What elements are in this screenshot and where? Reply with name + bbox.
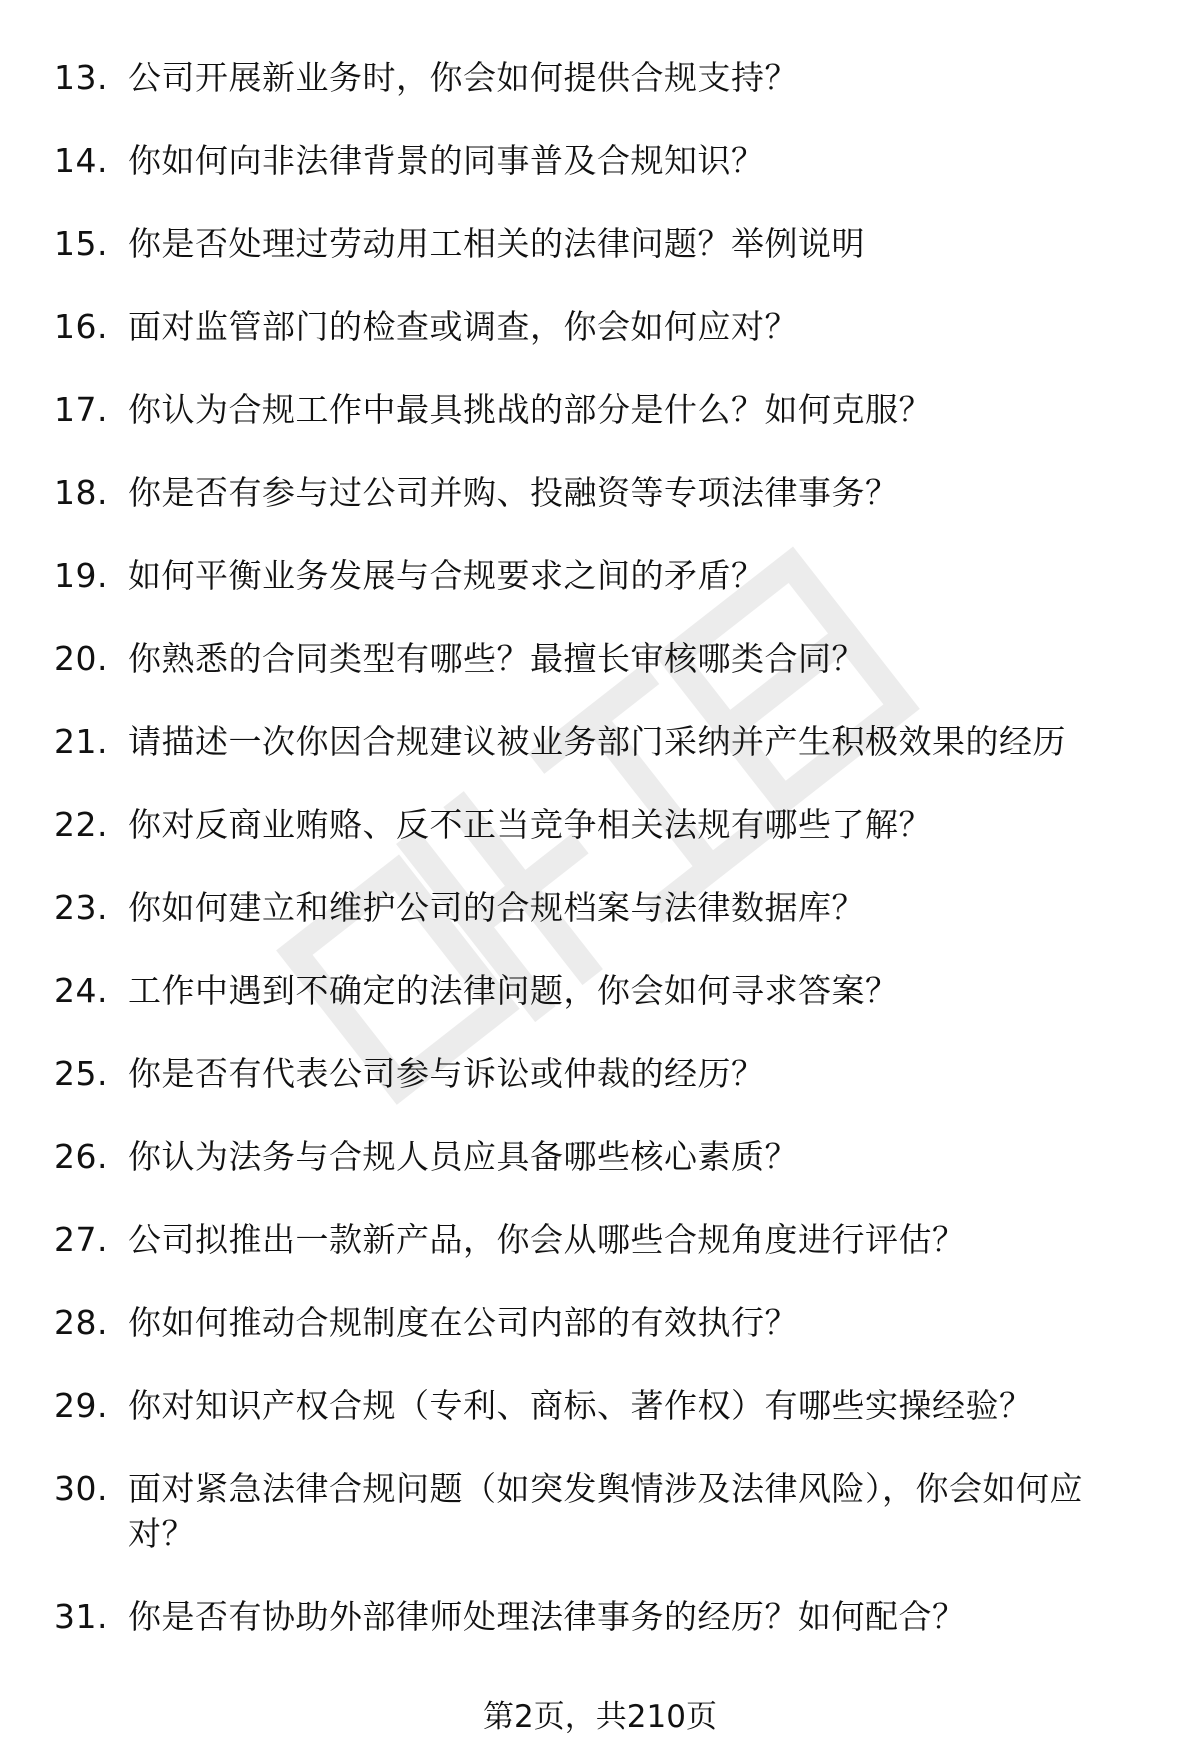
question-number: 16. [54, 307, 108, 346]
question-item [0, 1383, 1200, 1428]
question-text: 你熟悉的合同类型有哪些？最擅长审核哪类合同？ [128, 639, 865, 678]
question-text: 你认为合规工作中最具挑战的部分是什么？如何克服？ [128, 390, 932, 429]
question-text: 你认为法务与合规人员应具备哪些核心素质？ [128, 1137, 798, 1176]
page-footer [0, 1697, 1200, 1737]
question-number: 21. [54, 722, 108, 761]
question-text: 你如何建立和维护公司的合规档案与法律数据库？ [128, 888, 865, 927]
question-item [0, 1466, 1200, 1556]
question-number: 24. [54, 971, 108, 1010]
question-item [0, 885, 1200, 930]
question-number: 15. [54, 224, 108, 263]
question-item [0, 553, 1200, 598]
question-text: 你是否处理过劳动用工相关的法律问题？举例说明 [128, 224, 865, 263]
question-number: 14. [54, 141, 108, 180]
question-item [0, 802, 1200, 847]
question-item [0, 304, 1200, 349]
question-number: 19. [54, 556, 108, 595]
question-text: 如何平衡业务发展与合规要求之间的矛盾？ [128, 556, 765, 595]
question-item [0, 1134, 1200, 1179]
question-item [0, 470, 1200, 515]
question-number: 30. [54, 1469, 108, 1508]
question-item [0, 968, 1200, 1013]
page-number-label: 第2页，共210页 [483, 1699, 717, 1735]
question-item [0, 1217, 1200, 1262]
question-item [0, 1594, 1200, 1639]
question-text: 请描述一次你因合规建议被业务部门采纳并产生积极效果的经历 [128, 722, 1066, 761]
question-number: 17. [54, 390, 108, 429]
question-text: 公司拟推出一款新产品，你会从哪些合规角度进行评估？ [128, 1220, 966, 1259]
question-number: 22. [54, 805, 108, 844]
question-number: 13. [54, 58, 108, 97]
question-item [0, 719, 1200, 764]
question-text: 面对监管部门的检查或调查，你会如何应对？ [128, 307, 798, 346]
question-number: 28. [54, 1303, 108, 1342]
question-number: 27. [54, 1220, 108, 1259]
question-number: 26. [54, 1137, 108, 1176]
question-item [0, 1300, 1200, 1345]
question-number: 18. [54, 473, 108, 512]
question-item [0, 221, 1200, 266]
question-text: 公司开展新业务时，你会如何提供合规支持？ [128, 58, 798, 97]
question-item [0, 636, 1200, 681]
question-item [0, 138, 1200, 183]
question-text: 你是否有协助外部律师处理法律事务的经历？如何配合？ [128, 1597, 966, 1636]
question-item [0, 1051, 1200, 1096]
question-text: 工作中遇到不确定的法律问题，你会如何寻求答案？ [128, 971, 899, 1010]
question-number: 29. [54, 1386, 108, 1425]
question-text: 你是否有代表公司参与诉讼或仲裁的经历？ [128, 1054, 765, 1093]
question-text: 你对反商业贿赂、反不正当竞争相关法规有哪些了解？ [128, 805, 932, 844]
question-number: 25. [54, 1054, 108, 1093]
question-text: 你是否有参与过公司并购、投融资等专项法律事务？ [128, 473, 899, 512]
question-text: 你如何推动合规制度在公司内部的有效执行？ [128, 1303, 798, 1342]
question-item [0, 55, 1200, 100]
question-text: 你如何向非法律背景的同事普及合规知识？ [128, 141, 765, 180]
question-text: 你对知识产权合规（专利、商标、著作权）有哪些实操经验？ [128, 1386, 1033, 1425]
question-number: 23. [54, 888, 108, 927]
question-item [0, 387, 1200, 432]
question-list [0, 55, 1200, 1677]
question-text: 面对紧急法律合规问题（如突发舆情涉及法律风险），你会如何应对？ [128, 1469, 1083, 1553]
question-number: 20. [54, 639, 108, 678]
question-number: 31. [54, 1597, 108, 1636]
